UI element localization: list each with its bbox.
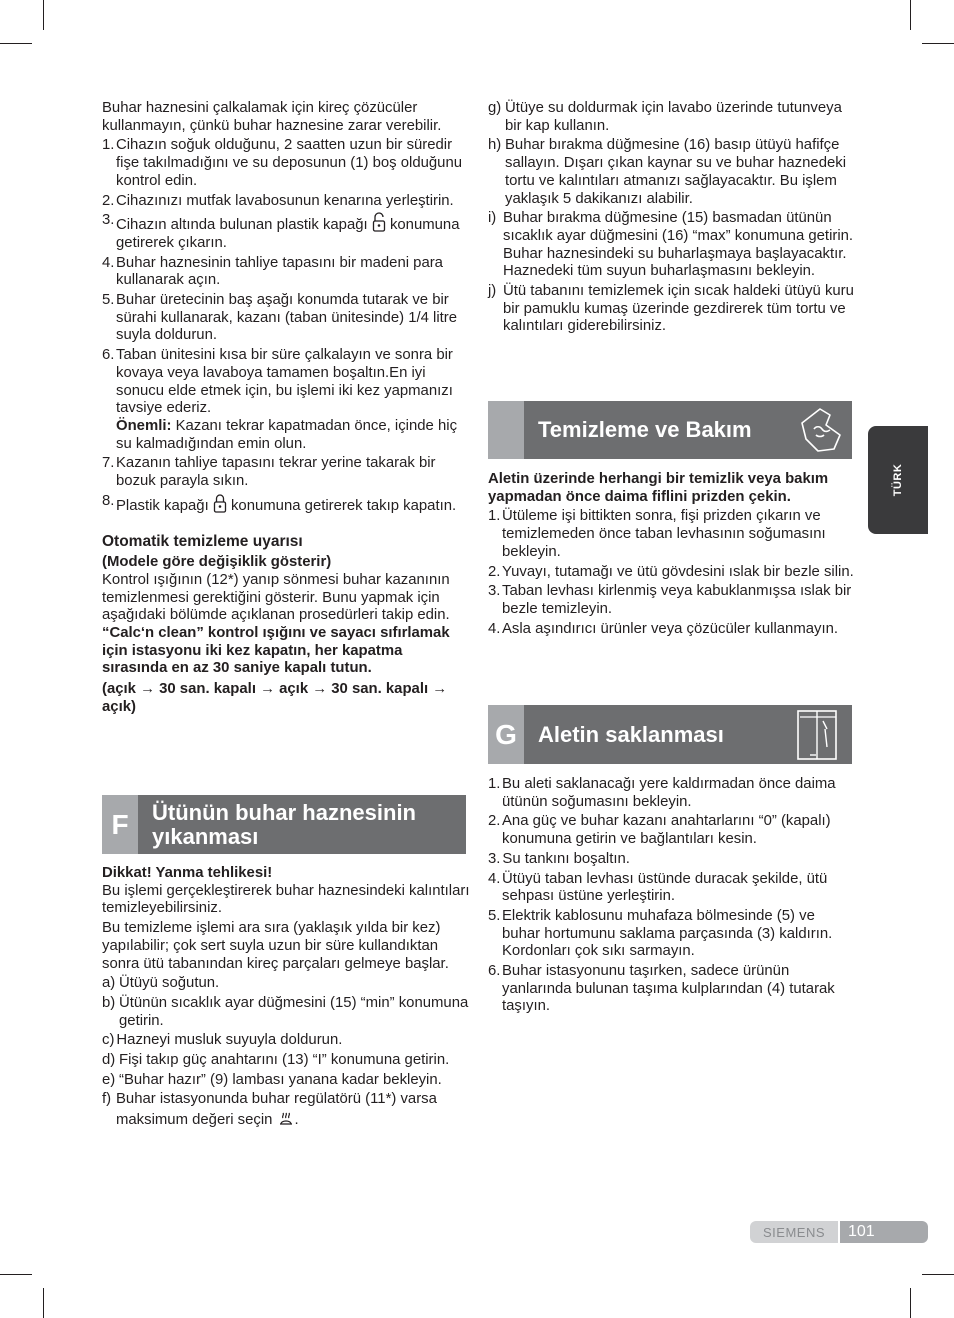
list-item: d) Fişi takıp güç anahtarını (13) “I” konumuna getirin. <box>102 1052 450 1069</box>
lock-closed-icon <box>213 493 227 513</box>
section-g-header <box>488 705 852 764</box>
crop-mark <box>922 1274 954 1275</box>
list-item: 3. Taban levhası kirlenmiş veya kabuklanmışsa ıslak bir bezle temizleyin. <box>488 583 852 617</box>
section-letter <box>488 401 524 459</box>
intro-text: Buhar haznesini çalkalamak için kireç çözücüler kullanmayın, çünkü buhar haznesine zarar verebilir. <box>102 100 442 134</box>
list-item: 5. Buhar üretecinin baş aşağı konumda tutarak ve bir sürahi kullanarak, kazanı (taban ünitesinde) 1/4 litre suyla doldurun. <box>102 292 458 344</box>
warning-text: Dikkat! Yanma tehlikesi! <box>102 865 273 881</box>
auto-clean-title: Otomatik temizleme uyarısı <box>102 533 303 551</box>
list-item: a) Ütüyü soğutun. <box>102 975 220 992</box>
crop-mark <box>43 1288 44 1318</box>
list-item: c) Hazneyi musluk suyuyla doldurun. <box>102 1032 343 1049</box>
crop-mark <box>0 43 32 44</box>
list-item: 1. Ütüleme işi bittikten sonra, fişi prizden çıkarın ve temizlemeden önce taban levhasının soğumasını bekleyin. <box>488 508 826 560</box>
section-letter: F <box>102 795 138 854</box>
note-label: Önemli: <box>116 417 172 434</box>
crop-mark <box>910 1288 911 1318</box>
list-item: 5. Elektrik kablosunu muhafaza bölmesinde (5) ve buhar hortumunu saklama parçasında (3) kaldırın. Kordonları çok sıkı sarmayın. <box>488 907 833 960</box>
section-f-body <box>102 865 470 1130</box>
section-g-body <box>488 776 856 1016</box>
section-letter: G <box>488 705 524 764</box>
list-item: b) Ütünün sıcaklık ayar düğmesini (15) “min” konumuna getirin. <box>102 994 469 1029</box>
auto-clean-subtitle: (Modele göre değişiklik gösterir) <box>102 554 332 571</box>
list-item: 7. Kazanın tahliye tapasını tekrar yerine takarak bir bozuk parayla sıkın. <box>102 455 436 490</box>
list-item: 1. Bu aleti saklanacağı yere kaldırmadan önce daima ütünün soğumasını bekleyin. <box>488 776 836 810</box>
auto-clean-bold-1: “Calc‘n clean” kontrol ışığını ve sayacı sıfırlamak için istasyonu iki kez kapatın, her kapatma sırasında en az 30 saniye kapalı tutun. <box>102 624 450 677</box>
language-tab-label: TÜRK <box>892 463 904 497</box>
section-title: Temizleme ve Bakım <box>538 417 752 442</box>
list-item: 6. Buhar istasyonunu taşırken, sadece ürünün yanlarında bulunan taşıma kulplarından (4) tutarak taşıyın. <box>488 963 835 1015</box>
wardrobe-storage-icon <box>796 709 842 761</box>
crop-mark <box>43 0 44 30</box>
cleaning-warning: Aletin üzerinde herhangi bir temizlik veya bakım yapmadan önce daima fiflini prizden çekin. <box>488 471 829 505</box>
auto-clean-bold-2: (açık → 30 san. kapalı → açık → 30 san. kapalı → açık) <box>102 681 448 715</box>
page-footer <box>750 1221 928 1243</box>
list-item: e) “Buhar hazır” (9) lambası yanana kadar bekleyin. <box>102 1071 442 1088</box>
list-item: f) Buhar istasyonunda buhar regülatörü (11*) varsa maksimum değeri seçin . <box>102 1091 437 1129</box>
section-cleaning-header <box>488 401 852 459</box>
list-item: 8. Plastik kapağı konumuna getirerek takıp kapatın. <box>102 492 457 514</box>
crop-mark <box>0 1274 32 1275</box>
list-item: j) Ütü tabanını temizlemek için sıcak haldeki ütüyü kuru bir pamuklu kumaş üzerinde gezdirerek tüm tortu ve kalıntıları giderebilirsiniz. <box>488 283 854 335</box>
list-item: i) Buhar bırakma düğmesine (15) basmadan ütünün sıcaklık ayar düğmesini (16) “max” konumuna getirin. Buhar haznesindeki su buharlaşmaya başlayacaktır. Haznedeki tüm suyun buharlaşmasını bekleyin. <box>488 210 854 280</box>
brand-label: SIEMENS <box>750 1221 838 1243</box>
paragraph: Bu temizleme işlemi ara sıra (yaklaşık yılda bir kez) yapılabilir; çok sert suyla uzun bir süre kullandıktan sonra ütü tabanından kireç parçaları gelmeye başlar. <box>102 920 449 972</box>
crop-mark <box>910 0 911 30</box>
left-column <box>102 100 470 717</box>
list-item: 2. Cihazınızı mutfak lavabosunun kenarına yerleştirin. <box>102 192 454 209</box>
list-item: g) Ütüye su doldurmak için lavabo üzerinde tutunveya bir kap kullanın. <box>488 100 842 134</box>
list-item: 3. Su tankını boşaltın. <box>488 850 630 867</box>
section-title: Ütünün buhar haznesinin yıkanması <box>152 799 416 849</box>
list-item: h) Buhar bırakma düğmesine (16) basıp ütüyü hafifçe sallayın. Dışarı çıkan kaynar su ve buhar haznedeki tortu ve kalıntıları atmanızı sağlayacaktır. Bu işlem yaklaşık 5 dakikanızı alabilir. <box>488 137 847 207</box>
list-item: 4. Buhar haznesinin tahliye tapasını bir madeni para kullanarak açın. <box>102 254 443 289</box>
cleaning-hand-icon <box>796 405 846 455</box>
auto-clean-text: Kontrol ışığının (12*) yanıp sönmesi buhar kazanının temizlenmesi gerektiğini gösterir. Bunu yapmak için aşağıdaki bölümde açıklanan prosedürleri takip edin. <box>102 571 450 624</box>
section-title: Aletin saklanması <box>538 721 724 747</box>
list-item: 1. Cihazın soğuk olduğunu, 2 saatten uzun bir süredir fişe takılmadığını ve su deposunun (1) boş olduğunu kontrol edin. <box>102 137 463 189</box>
list-item: 2. Yuvayı, tutamağı ve ütü gövdesini ıslak bir bezle silin. <box>488 563 854 580</box>
list-item: 2. Ana güç ve buhar kazanı anahtarlarını “0” (kapalı) konumuna getirin ve bağlantıları kesin. <box>488 813 831 848</box>
section-f-header <box>102 795 466 854</box>
paragraph: Bu işlemi gerçekleştirerek buhar haznesindeki kalıntıları temizleyebilirsiniz. <box>102 882 470 917</box>
section-cleaning-body <box>488 471 856 638</box>
lock-open-icon <box>372 212 386 232</box>
max-steam-icon <box>277 1109 295 1127</box>
crop-mark <box>922 43 954 44</box>
list-item: 4. Asla aşındırıcı ürünler veya çözücüler kullanmayın. <box>488 620 839 637</box>
list-item: 6. Taban ünitesini kısa bir süre çalkalayın ve sonra bir kovaya veya lavaboya tamamen boşaltın.En iyi sonucu elde etmek için, bu işlemi iki kez yapmanızı tavsiye ederiz. Önemli: Kazanı tekrar kapatmadan önce, içinde hiç su kalmadığından emin olun. <box>102 347 458 452</box>
list-item: 3. Cihazın altında bulunan plastik kapağı konumuna getirerek çıkarın. <box>102 212 460 251</box>
page-number: 101 <box>840 1221 928 1243</box>
right-column <box>488 100 856 336</box>
list-item: 4. Ütüyü taban levhası üstünde duracak şekilde, ütü sehpası üstüne yerleştirin. <box>488 870 828 905</box>
language-tab <box>868 426 928 534</box>
